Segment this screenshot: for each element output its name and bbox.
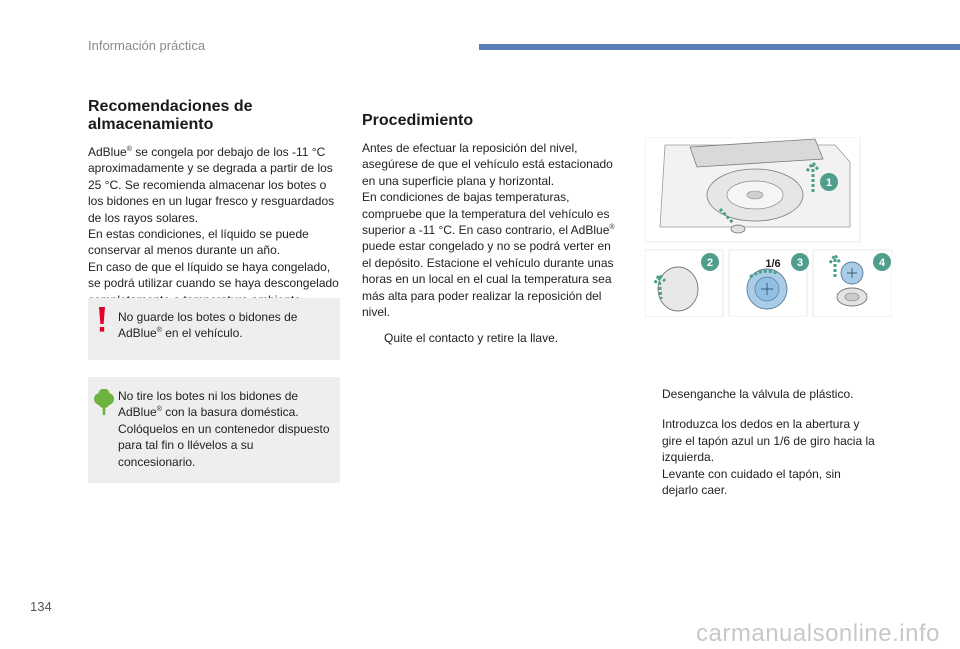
eco-note-text: No tire los botes ni los bidones de AdBlue® con la basura doméstica. Colóquelos en un contenedor dispuesto para tal fin o llévelos a su concesionario. xyxy=(118,389,330,469)
adblue-refill-illustration xyxy=(645,137,892,317)
exclamation-icon xyxy=(96,307,108,333)
step-bullet-2: Introduzca los dedos en la abertura y gire el tapón azul un 1/6 de giro hacia la izquierda. xyxy=(640,416,880,465)
procedure-section xyxy=(362,112,617,347)
watermark: carmanualsonline.info xyxy=(696,620,940,647)
bullet-icon xyxy=(362,330,384,346)
storage-section xyxy=(88,98,343,308)
section-title: Información práctica xyxy=(88,38,206,53)
procedure-paragraph-1: Antes de efectuar la reposición del nivel, asegúrese de que el vehículo está estacionado en una superficie plana y horizontal. xyxy=(362,141,613,188)
storage-paragraph-2: En estas condiciones, el líquido se puede conservar al menos durante un año. xyxy=(88,227,309,258)
bullet-icon xyxy=(640,386,662,402)
bullet-icon xyxy=(640,416,662,465)
step-3-badge xyxy=(791,253,809,271)
eco-note xyxy=(88,377,340,483)
step-2-badge xyxy=(701,253,719,271)
procedure-heading: Procedimiento xyxy=(362,112,474,129)
svg-text:2: 2 xyxy=(706,257,714,269)
step-bullet-3: Levante con cuidado el tapón, sin dejarlo caer. xyxy=(640,466,880,499)
procedure-paragraph-2: En condiciones de bajas temperaturas, compruebe que la temperatura del vehículo es superior a -11 °C. En caso contrario, el AdBlue® puede estar congelado y no se podrá verter en el depósito. Estacione el vehículo durante unas horas en un local en el cual la temperatura sea más alta para poder realizar la reposición del nivel. xyxy=(362,190,615,320)
warning-note-text: No guarde los botes o bidones de AdBlue® en el vehículo. xyxy=(118,310,298,341)
storage-heading: Recomendaciones de almacenamiento xyxy=(88,98,253,133)
procedure-bullet-1: Quite el contacto y retire la llave. xyxy=(362,330,617,346)
storage-paragraph-1: AdBlue® se congela por debajo de los -11 °C aproximadamente y se degrada a partir de los 25 °C. Se recomienda almacenar los botes o los bidones en un lugar fresco y resguardados de los rayos solares. xyxy=(88,145,335,225)
header-accent-bar xyxy=(479,44,960,50)
svg-text:3: 3 xyxy=(796,257,804,269)
steps-list xyxy=(640,386,880,498)
warning-note xyxy=(88,298,340,360)
step-4-badge xyxy=(873,253,891,271)
leaf-icon xyxy=(93,389,115,415)
bullet-icon xyxy=(640,466,662,499)
svg-text:1: 1 xyxy=(825,177,833,189)
storage-paragraph-3: En caso de que el líquido se haya congelado, se podrá utilizar cuando se haya descongelado xyxy=(88,259,339,291)
rotation-label: 1/6 xyxy=(765,258,781,270)
page-number: 134 xyxy=(30,599,52,614)
step-bullet-1: Desenganche la válvula de plástico. xyxy=(640,386,880,402)
svg-text:4: 4 xyxy=(878,257,886,269)
step-1-badge xyxy=(820,173,838,191)
